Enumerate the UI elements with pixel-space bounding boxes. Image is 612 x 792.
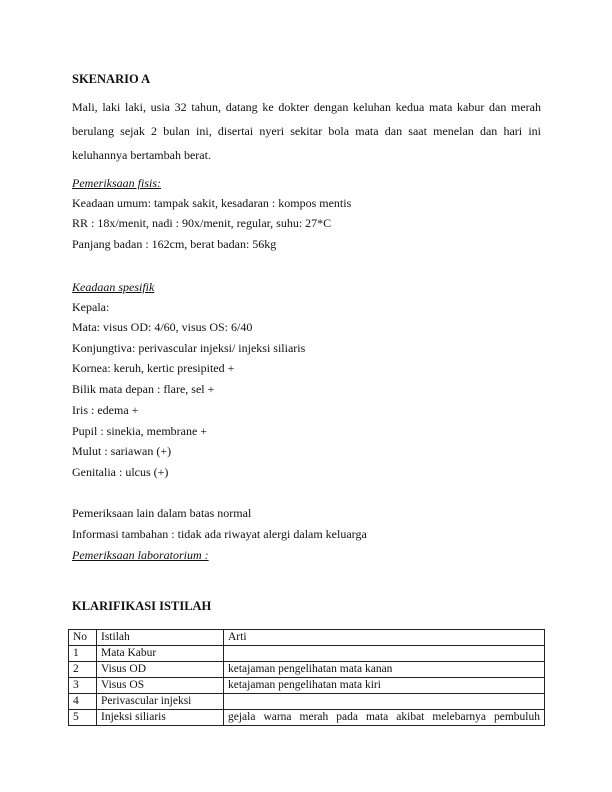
- physical-exam-heading: Pemeriksaan fisis:: [72, 176, 161, 190]
- lab-heading: Pemeriksaan laboratorium :: [72, 548, 209, 562]
- specific-condition-line: Pupil : sinekia, membrane +: [72, 424, 208, 438]
- table-row: [69, 678, 545, 694]
- other-info-line: Pemeriksaan lain dalam batas normal: [72, 506, 252, 520]
- row-term: Visus OD: [97, 662, 224, 678]
- table-row: [69, 710, 545, 726]
- specific-condition-heading: Keadaan spesifik: [72, 280, 155, 294]
- row-term: Injeksi siliaris: [97, 710, 224, 726]
- scenario-paragraph: [72, 100, 541, 172]
- row-meaning: ketajaman pengelihatan mata kiri: [224, 678, 545, 694]
- specific-condition-line: Kornea: keruh, kertic presipited +: [72, 361, 235, 375]
- row-no: 4: [69, 694, 97, 710]
- scenario-heading: SKENARIO A: [72, 72, 151, 86]
- column-header: Arti: [224, 630, 545, 646]
- physical-exam-line: Keadaan umum: tampak sakit, kesadaran : kompos mentis: [72, 196, 352, 210]
- scenario-line: keluhannya bertambah berat.: [72, 148, 211, 162]
- clarification-table: [68, 629, 545, 726]
- row-no: 3: [69, 678, 97, 694]
- row-meaning: gejala warna merah pada mata akibat melebarnya pembuluh: [224, 710, 545, 726]
- column-header: Istilah: [97, 630, 224, 646]
- row-term: Mata Kabur: [97, 646, 224, 662]
- table-row: [69, 646, 545, 662]
- row-no: 2: [69, 662, 97, 678]
- specific-condition-line: Iris : edema +: [72, 403, 139, 417]
- scenario-line: berulang sejak 2 bulan ini, disertai nyeri sekitar bola mata dan saat menelan dan hari ini: [72, 124, 541, 138]
- specific-condition-line: Mulut : sariawan (+): [72, 444, 172, 458]
- specific-condition-line: Kepala:: [72, 300, 110, 314]
- column-header: No: [69, 630, 97, 646]
- specific-condition-line: Konjungtiva: perivascular injeksi/ injeksi siliaris: [72, 341, 306, 355]
- specific-condition-line: Mata: visus OD: 4/60, visus OS: 6/40: [72, 320, 253, 334]
- physical-exam-line: Panjang badan : 162cm, berat badan: 56kg: [72, 237, 277, 251]
- physical-exam-line: RR : 18x/menit, nadi : 90x/menit, regular, suhu: 27*C: [72, 216, 332, 230]
- specific-condition-line: Bilik mata depan : flare, sel +: [72, 382, 215, 396]
- row-term: Perivascular injeksi: [97, 694, 224, 710]
- row-no: 5: [69, 710, 97, 726]
- other-info-line: Informasi tambahan : tidak ada riwayat alergi dalam keluarga: [72, 527, 367, 541]
- clarification-heading: KLARIFIKASI ISTILAH: [72, 599, 212, 613]
- table-row: [69, 694, 545, 710]
- table-header-row: [69, 630, 545, 646]
- scenario-line: Mali, laki laki, usia 32 tahun, datang ke dokter dengan keluhan kedua mata kabur dan merah: [72, 100, 541, 114]
- row-meaning: ketajaman pengelihatan mata kanan: [224, 662, 545, 678]
- row-no: 1: [69, 646, 97, 662]
- row-meaning: [224, 694, 545, 710]
- table-row: [69, 662, 545, 678]
- row-meaning: [224, 646, 545, 662]
- row-term: Visus OS: [97, 678, 224, 694]
- specific-condition-line: Genitalia : ulcus (+): [72, 465, 169, 479]
